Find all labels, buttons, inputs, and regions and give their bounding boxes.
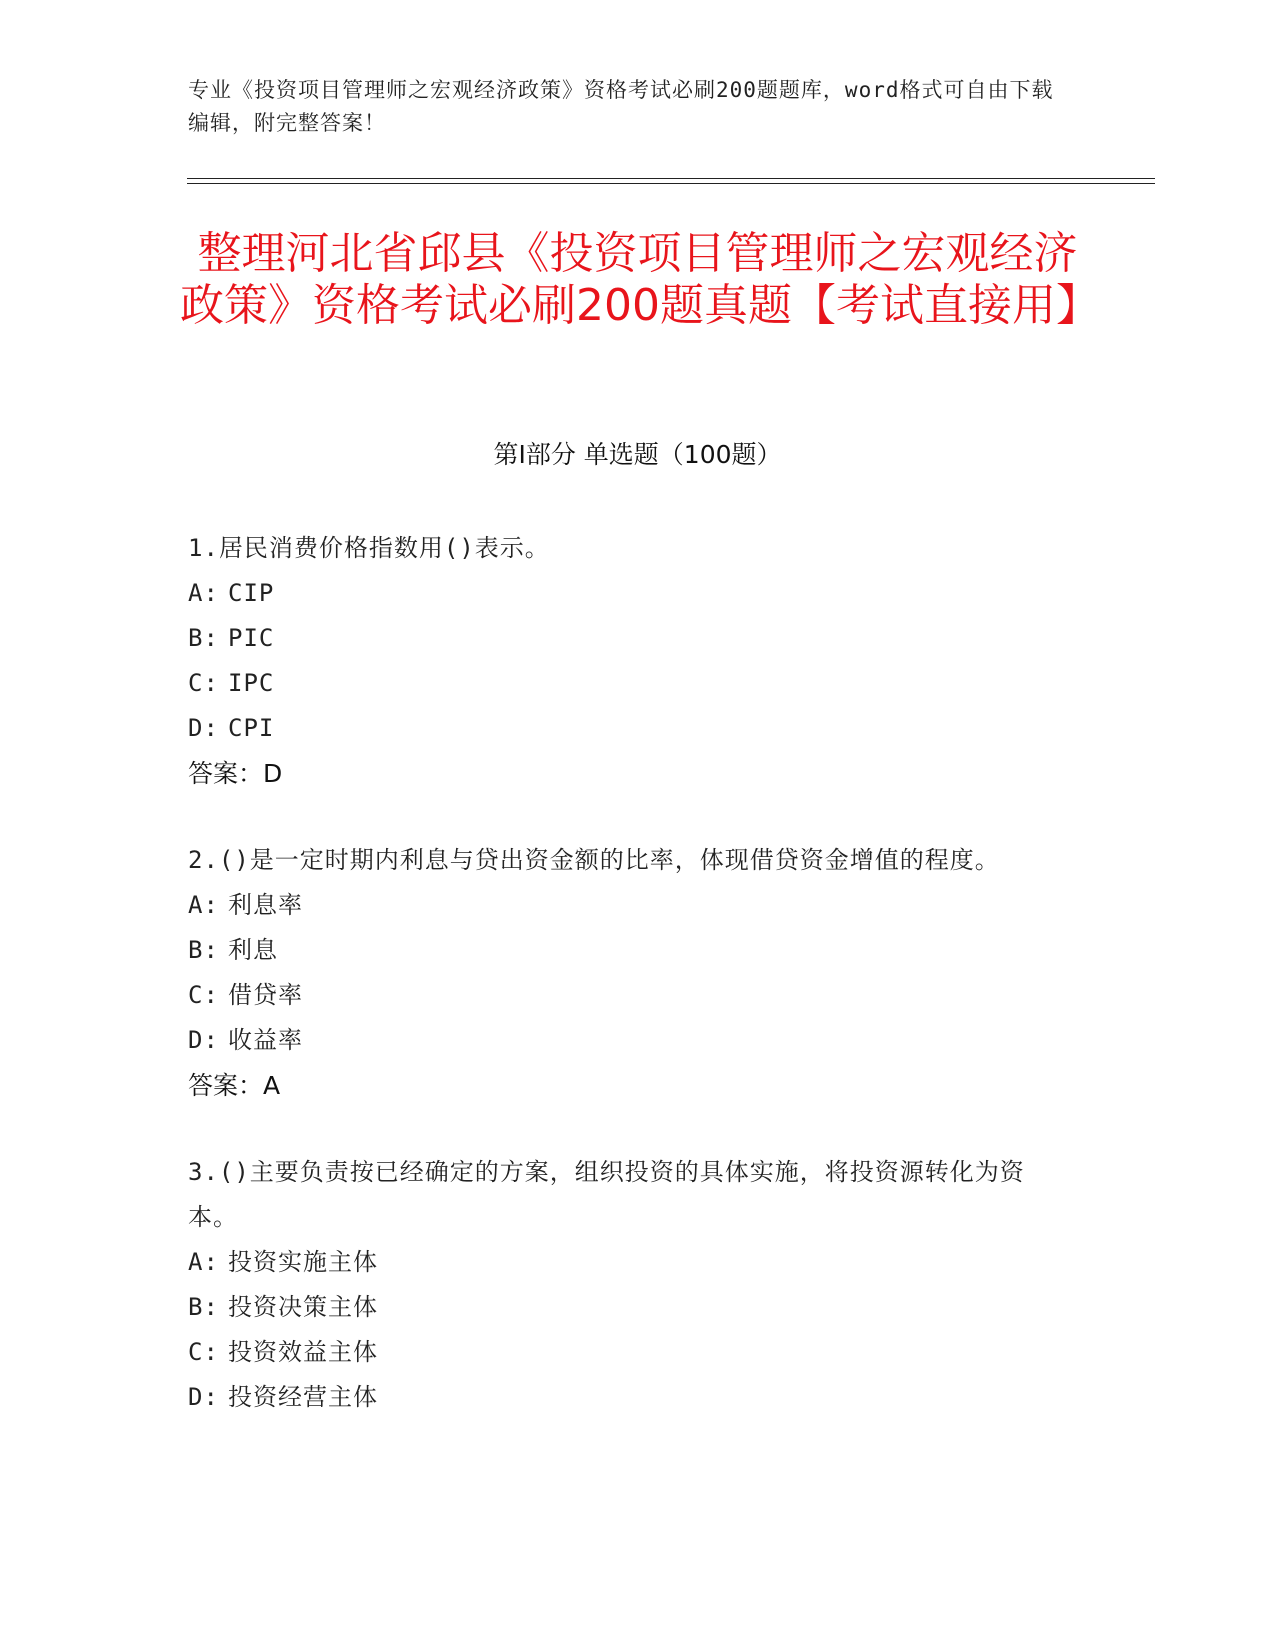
option-text: 利息: [228, 936, 278, 964]
question-3: [188, 1150, 1068, 1420]
option-a: [188, 883, 1068, 928]
header-divider: [187, 178, 1155, 184]
section-title: 第Ⅰ部分 单选题（100题）: [493, 440, 782, 469]
option-text: IPC: [228, 669, 275, 697]
option-text: 利息率: [228, 891, 303, 919]
option-key: A:: [188, 579, 219, 607]
option-key: C:: [188, 669, 219, 697]
option-d: [188, 1375, 1068, 1420]
header-note: 专业《投资项目管理师之宏观经济政策》资格考试必刷200题题库，word格式可自由下载编辑，附完整答案！: [188, 78, 1054, 135]
option-text: CPI: [228, 714, 275, 742]
option-d: [188, 706, 1068, 751]
option-key: C:: [188, 1338, 219, 1366]
question-stem: 1.居民消费价格指数用()表示。: [188, 534, 550, 562]
option-text: 投资效益主体: [228, 1338, 378, 1366]
question-stem: 2.()是一定时期内利息与贷出资金额的比率，体现借贷资金增值的程度。: [188, 846, 1000, 874]
option-text: 投资经营主体: [228, 1383, 378, 1411]
option-key: C:: [188, 981, 219, 1009]
option-a: [188, 1240, 1068, 1285]
option-c: [188, 973, 1068, 1018]
option-text: CIP: [228, 579, 275, 607]
option-key: B:: [188, 936, 219, 964]
option-b: [188, 928, 1068, 973]
option-c: [188, 1330, 1068, 1375]
option-key: D:: [188, 714, 219, 742]
option-b: [188, 616, 1068, 661]
option-d: [188, 1018, 1068, 1063]
option-text: 投资决策主体: [228, 1293, 378, 1321]
option-key: D:: [188, 1026, 219, 1054]
answer-line: 答案：A: [188, 1071, 281, 1100]
option-key: A:: [188, 891, 219, 919]
question-2: [188, 838, 1068, 1108]
option-text: 借贷率: [228, 981, 303, 1009]
option-text: 收益率: [228, 1026, 303, 1054]
question-list: [188, 526, 1068, 1462]
document-title: 整理河北省邱县《投资项目管理师之宏观经济政策》资格考试必刷200题真题【考试直接用】: [180, 228, 1100, 331]
option-b: [188, 1285, 1068, 1330]
option-a: [188, 571, 1068, 616]
option-key: A:: [188, 1248, 219, 1276]
option-key: D:: [188, 1383, 219, 1411]
option-c: [188, 661, 1068, 706]
option-key: B:: [188, 1293, 219, 1321]
option-text: 投资实施主体: [228, 1248, 378, 1276]
answer-line: 答案：D: [188, 759, 283, 788]
question-stem: 3.()主要负责按已经确定的方案，组织投资的具体实施，将投资源转化为资本。: [188, 1158, 1025, 1231]
option-text: PIC: [228, 624, 275, 652]
option-key: B:: [188, 624, 219, 652]
question-1: [188, 526, 1068, 796]
